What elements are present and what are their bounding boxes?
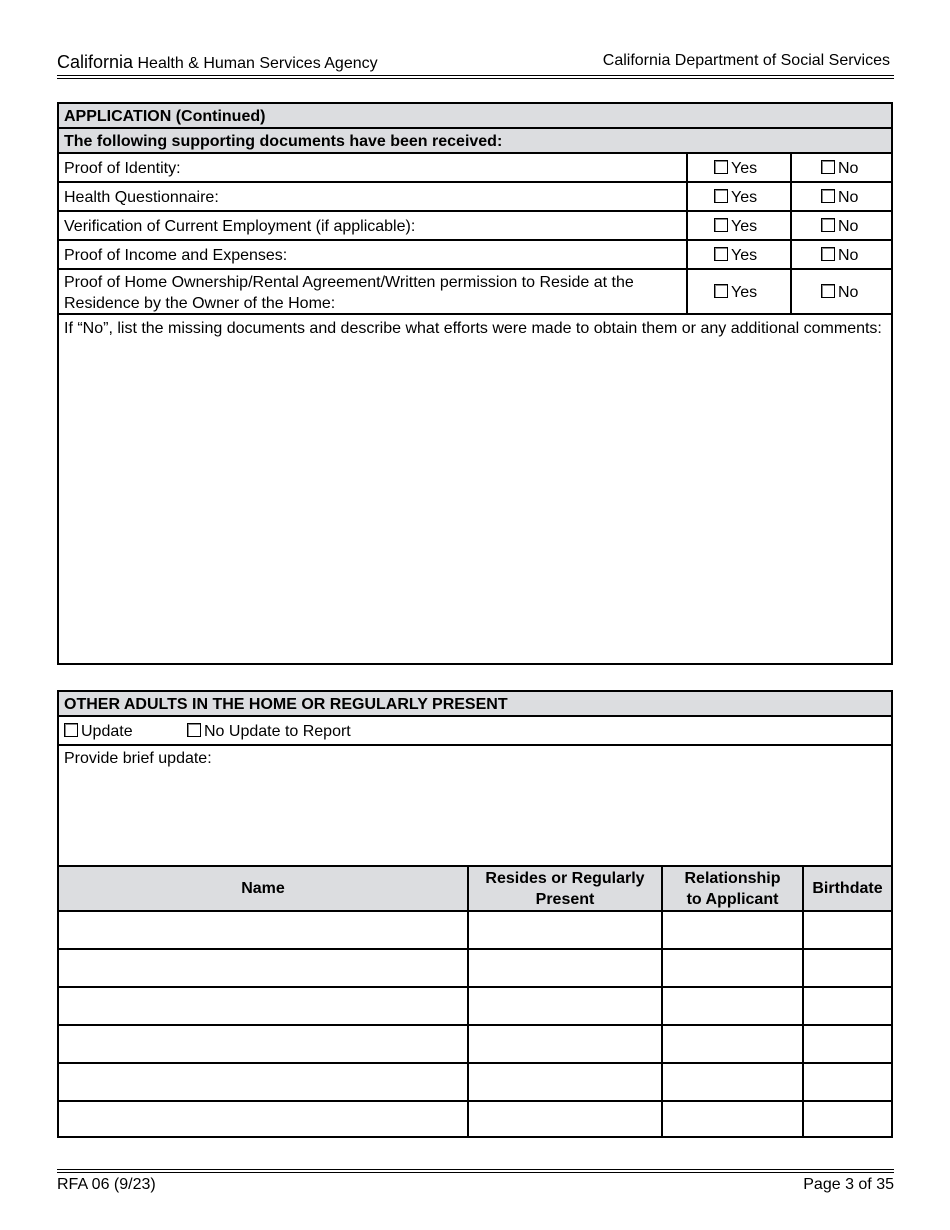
update-row xyxy=(59,746,891,867)
document-row xyxy=(59,241,891,270)
yes-checkbox[interactable]: Yes xyxy=(714,218,757,236)
document-label: Proof of Home Ownership/Rental Agreement/Written permission to Reside at the Residence by the Owner of the Home: xyxy=(64,274,634,312)
table-row xyxy=(59,1102,891,1138)
update-text-area[interactable] xyxy=(61,772,889,863)
form-id: RFA 06 (9/23) xyxy=(57,1176,156,1193)
other-adults-title-row xyxy=(59,692,891,717)
document-row xyxy=(59,212,891,241)
footer-rule-2 xyxy=(57,1172,894,1173)
agency-name: California Health & Human Services Agency xyxy=(57,52,378,72)
column-header-name: Name xyxy=(241,880,285,897)
column-header-relationship: Relationship to Applicant xyxy=(684,869,781,908)
no-checkbox[interactable]: No xyxy=(821,160,858,178)
column-header-resides: Resides or Regularly Present xyxy=(485,869,645,908)
document-label: Proof of Income and Expenses: xyxy=(64,247,288,264)
no-checkbox[interactable]: No xyxy=(821,189,858,207)
footer-rule xyxy=(57,1169,894,1170)
comments-area[interactable] xyxy=(61,362,889,661)
document-row xyxy=(59,154,891,183)
table-row xyxy=(59,950,891,988)
document-label: Verification of Current Employment (if applicable): xyxy=(64,218,416,235)
application-title: APPLICATION (Continued) xyxy=(64,108,266,125)
no-update-checkbox[interactable]: No Update to Report xyxy=(187,723,351,741)
header-rule xyxy=(57,75,894,76)
yes-checkbox[interactable]: Yes xyxy=(714,284,757,302)
comments-prompt: If “No”, list the missing documents and describe what efforts were made to obtain them or any additional comments: xyxy=(64,320,882,337)
update-prompt: Provide brief update: xyxy=(64,750,212,767)
other-adults-title: OTHER ADULTS IN THE HOME OR REGULARLY PRESENT xyxy=(64,696,508,713)
document-label: Health Questionnaire: xyxy=(64,189,219,206)
column-header-birthdate: Birthdate xyxy=(812,880,883,897)
update-options-row xyxy=(59,717,891,746)
yes-checkbox[interactable]: Yes xyxy=(714,247,757,265)
no-checkbox[interactable]: No xyxy=(821,247,858,265)
document-row xyxy=(59,270,891,315)
department-name: California Department of Social Services xyxy=(602,52,890,69)
table-header-row xyxy=(59,867,891,912)
documents-subtitle-row xyxy=(59,129,891,154)
document-row xyxy=(59,183,891,212)
application-title-row xyxy=(59,104,891,129)
table-row xyxy=(59,1064,891,1102)
yes-checkbox[interactable]: Yes xyxy=(714,189,757,207)
table-row xyxy=(59,1026,891,1064)
no-checkbox[interactable]: No xyxy=(821,218,858,236)
application-section xyxy=(57,102,893,665)
update-checkbox[interactable]: Update xyxy=(64,723,133,741)
table-row xyxy=(59,912,891,950)
document-label: Proof of Identity: xyxy=(64,160,181,177)
documents-subtitle: The following supporting documents have been received: xyxy=(64,133,503,150)
no-checkbox[interactable]: No xyxy=(821,284,858,302)
table-row xyxy=(59,988,891,1026)
page-number: Page 3 of 35 xyxy=(803,1176,894,1193)
other-adults-section xyxy=(57,690,893,1138)
yes-checkbox[interactable]: Yes xyxy=(714,160,757,178)
header-rule-2 xyxy=(57,78,894,79)
